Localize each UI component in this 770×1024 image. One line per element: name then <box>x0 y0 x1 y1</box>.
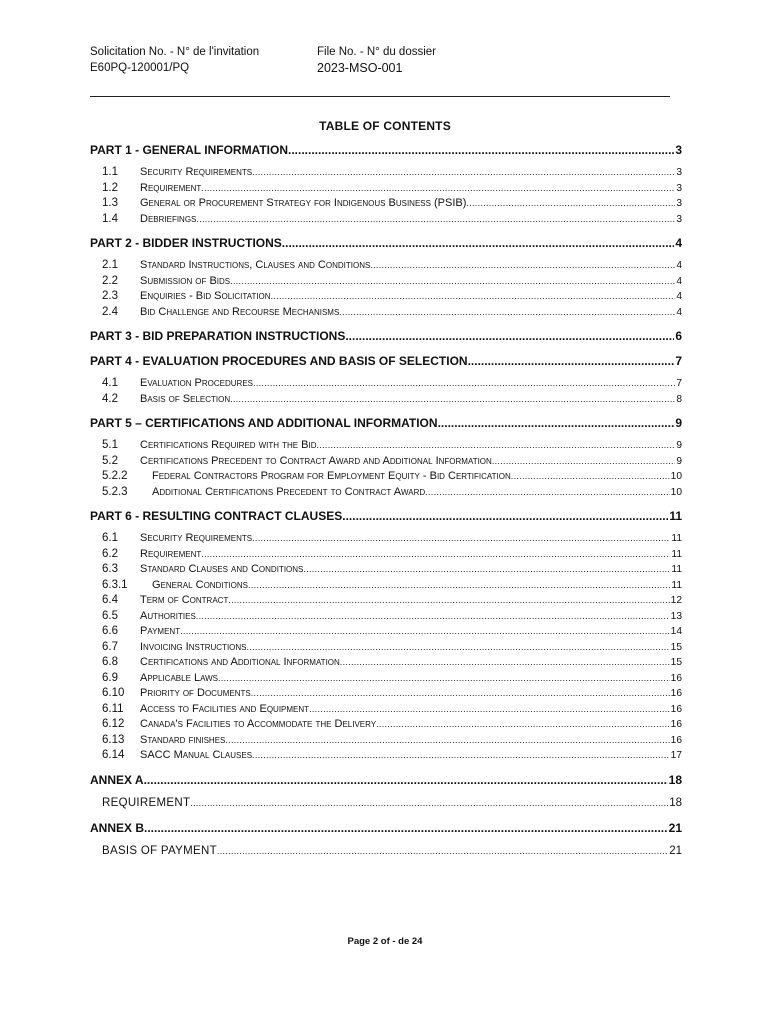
toc-entry-label: Canada's Facilities to Accommodate the Delivery <box>140 718 377 730</box>
toc-entry-page: 17 <box>670 750 682 761</box>
toc-entry-label: Requirement <box>140 181 202 194</box>
toc-section-entry[interactable] <box>90 593 682 609</box>
toc-leader-dots <box>342 508 668 525</box>
toc-section-entry[interactable] <box>90 748 682 764</box>
toc-leader-dots <box>339 305 675 321</box>
toc-entry-label: Term of Contract <box>140 594 229 606</box>
toc-entry-page: 18 <box>669 796 682 809</box>
toc-entry-number: 5.2 <box>102 454 118 467</box>
toc-entry-label: Certifications Required with the Bid <box>140 439 317 451</box>
toc-leader-dots <box>252 165 675 181</box>
toc-entry-label: ANNEX A <box>90 772 144 787</box>
toc-leader-dots <box>230 392 675 408</box>
toc-section-entry[interactable] <box>90 562 682 578</box>
toc-entry-label: Security Requirements <box>140 532 253 544</box>
toc-entry-page: 4 <box>676 260 682 271</box>
toc-section-entry[interactable] <box>90 454 682 470</box>
toc-entry-page: 11 <box>669 509 682 523</box>
toc-leader-dots <box>317 438 676 454</box>
toc-section-entry[interactable] <box>90 655 682 671</box>
toc-entry-label: Access to Facilities and Equipment <box>140 702 310 715</box>
toc-entry-page: 10 <box>670 486 682 498</box>
toc-entry-label: PART 6 - RESULTING CONTRACT CLAUSES <box>90 509 343 523</box>
toc-entry-number: 2.3 <box>102 290 118 302</box>
toc-leader-dots <box>247 640 670 656</box>
toc-entry-label: Additional Certifications Precedent to Contract Award <box>152 485 426 498</box>
toc-entry-label: PART 4 - EVALUATION PROCEDURES AND BASIS OF SELECTION <box>90 354 468 368</box>
toc-leader-dots <box>144 820 668 837</box>
page-header <box>90 44 670 78</box>
toc-entry-number: 6.6 <box>102 625 118 637</box>
toc-entry-page: 13 <box>670 610 682 622</box>
toc-entry-number: 6.12 <box>102 718 125 730</box>
toc-leader-dots <box>228 593 669 609</box>
toc-entry-label: Requirement <box>140 547 202 560</box>
toc-entry-page: 4 <box>676 291 682 302</box>
toc-entry-label: BASIS OF PAYMENT <box>102 844 217 857</box>
toc-entry-number: 6.7 <box>102 640 118 653</box>
toc-entry-page: 3 <box>676 198 682 209</box>
toc-entry-page: 4 <box>676 306 682 318</box>
toc-leader-dots <box>252 531 670 547</box>
toc-section-entry[interactable] <box>90 671 682 687</box>
toc-section-entry[interactable] <box>90 843 682 860</box>
toc-part-entry[interactable] <box>90 415 682 432</box>
toc-leader-dots <box>196 609 670 625</box>
toc-entry-label: Bid Challenge and Recourse Mechanisms <box>140 305 340 318</box>
toc-leader-dots <box>271 289 676 305</box>
toc-entry-page: 9 <box>675 416 682 430</box>
toc-entry-page: 11 <box>671 579 682 591</box>
toc-entry-label: Standard Instructions, Clauses and Conditions <box>140 259 371 271</box>
toc-entry-label: REQUIREMENT <box>102 796 191 809</box>
toc-leader-dots <box>201 181 675 197</box>
toc-part-entry[interactable] <box>90 772 682 789</box>
toc-section-entry[interactable] <box>90 212 682 228</box>
toc-entry-page: 11 <box>671 533 682 544</box>
toc-section-entry[interactable] <box>90 438 682 454</box>
toc-entry-number: 5.2.3 <box>102 485 128 498</box>
toc-entry-label: General Conditions <box>152 578 249 591</box>
toc-section-entry[interactable] <box>90 717 682 733</box>
toc-leader-dots <box>201 547 670 563</box>
toc-entry-page: 3 <box>675 143 682 157</box>
toc-entry-label: PART 5 – CERTIFICATIONS AND ADDITIONAL INFORMATION <box>90 416 438 430</box>
toc-entry-page: 12 <box>670 595 682 606</box>
toc-entry-page: 8 <box>676 393 682 405</box>
toc-entry-page: 3 <box>676 213 682 225</box>
toc-leader-dots <box>511 469 670 485</box>
toc-entry-number: 6.14 <box>102 749 125 761</box>
toc-part-entry[interactable] <box>90 508 682 525</box>
toc-section-entry[interactable] <box>90 274 682 290</box>
toc-leader-dots <box>468 353 675 370</box>
toc-entry-number: 6.10 <box>102 687 125 699</box>
toc-section-entry[interactable] <box>90 640 682 656</box>
toc-entry-page: 15 <box>670 641 682 653</box>
toc-entry-label: Standard Clauses and Conditions <box>140 563 304 575</box>
toc-entry-page: 6 <box>675 329 682 343</box>
toc-entry-number: 1.3 <box>102 197 118 209</box>
toc-entry-page: 9 <box>676 440 682 451</box>
toc-leader-dots <box>466 196 675 212</box>
toc-entry-page: 18 <box>668 772 682 787</box>
toc-entry-number: 6.3 <box>102 563 118 575</box>
toc-entry-page: 14 <box>670 626 682 637</box>
toc-entry-label: Authorities <box>140 609 196 622</box>
toc-entry-label: PART 3 - BID PREPARATION INSTRUCTIONS <box>90 329 346 343</box>
toc-section-entry[interactable] <box>90 485 682 501</box>
toc-entry-number: 6.13 <box>102 733 125 746</box>
toc-section-entry[interactable] <box>90 686 682 702</box>
solicitation-number: E60PQ-120001/PQ <box>90 62 190 74</box>
toc-section-entry[interactable] <box>90 289 682 305</box>
toc-entry-number: 2.2 <box>102 274 118 287</box>
toc-section-entry[interactable] <box>90 609 682 625</box>
toc-entry-label: Security Requirements <box>140 166 253 178</box>
toc-entry-number: 6.9 <box>102 671 118 684</box>
toc-leader-dots <box>370 258 675 274</box>
toc-entry-number: 6.5 <box>102 609 118 622</box>
toc-part-entry[interactable] <box>90 353 682 370</box>
table-of-contents <box>90 142 682 860</box>
toc-entry-label: SACC Manual Clauses <box>140 749 253 761</box>
toc-title: TABLE OF CONTENTS <box>319 119 451 133</box>
page-footer: Page 2 of - de 24 <box>347 936 423 947</box>
toc-entry-label: PART 2 - BIDDER INSTRUCTIONS <box>90 236 282 250</box>
header-rule <box>90 96 670 97</box>
toc-section-entry[interactable] <box>90 196 682 212</box>
file-label: File No. - N° du dossier <box>317 46 436 58</box>
toc-leader-dots <box>253 376 675 392</box>
toc-entry-page: 16 <box>670 688 682 699</box>
toc-leader-dots <box>248 578 670 594</box>
toc-section-entry[interactable] <box>90 624 682 640</box>
toc-entry-number: 6.1 <box>102 532 118 544</box>
toc-part-entry[interactable] <box>90 235 682 252</box>
toc-section-entry[interactable] <box>90 702 682 718</box>
toc-entry-label: ANNEX B <box>90 820 145 835</box>
toc-leader-dots <box>345 328 674 345</box>
toc-entry-label: Debriefings <box>140 212 197 225</box>
toc-leader-dots <box>196 212 675 228</box>
toc-leader-dots <box>303 562 670 578</box>
toc-leader-dots <box>425 485 669 501</box>
toc-section-entry[interactable] <box>90 258 682 274</box>
toc-section-entry[interactable] <box>90 181 682 197</box>
toc-section-entry[interactable] <box>90 531 682 547</box>
toc-part-entry[interactable] <box>90 142 682 159</box>
toc-entry-page: 3 <box>676 167 682 178</box>
toc-leader-dots <box>376 717 670 733</box>
solicitation-block <box>90 44 259 76</box>
toc-leader-dots <box>230 274 675 290</box>
toc-entry-page: 16 <box>670 672 682 684</box>
toc-entry-label: Federal Contractors Program for Employment Equity - Bid Certification <box>152 470 511 482</box>
toc-section-entry[interactable] <box>90 165 682 181</box>
toc-leader-dots <box>438 415 675 432</box>
toc-entry-number: 1.2 <box>102 181 118 194</box>
toc-entry-page: 9 <box>676 455 682 467</box>
toc-section-entry[interactable] <box>90 469 682 485</box>
toc-entry-label: General or Procurement Strategy for Indigenous Business (PSIB) <box>140 197 467 209</box>
toc-entry-page: 7 <box>676 378 682 389</box>
file-number: 2023-MSO-001 <box>317 61 403 75</box>
toc-entry-number: 6.11 <box>102 702 124 715</box>
toc-section-entry[interactable] <box>90 305 682 321</box>
toc-entry-page: 11 <box>671 564 682 575</box>
toc-entry-page: 4 <box>676 275 682 287</box>
toc-entry-number: 2.4 <box>102 305 118 318</box>
toc-entry-number: 4.2 <box>102 392 118 405</box>
toc-section-entry[interactable] <box>90 578 682 594</box>
toc-leader-dots <box>251 686 670 702</box>
toc-leader-dots <box>218 671 670 687</box>
toc-leader-dots <box>217 843 668 860</box>
toc-leader-dots <box>492 454 676 470</box>
toc-entry-page: 3 <box>676 182 682 194</box>
toc-leader-dots <box>309 702 670 718</box>
toc-entry-page: 15 <box>670 657 682 668</box>
toc-leader-dots <box>190 795 668 812</box>
toc-entry-label: Basis of Selection <box>140 392 231 405</box>
toc-entry-page: 21 <box>669 844 682 857</box>
toc-entry-page: 21 <box>668 820 682 835</box>
toc-leader-dots <box>225 733 669 749</box>
toc-entry-page: 10 <box>670 471 682 482</box>
toc-entry-number: 4.1 <box>102 377 118 389</box>
toc-section-entry[interactable] <box>90 547 682 563</box>
toc-leader-dots <box>180 624 670 640</box>
toc-entry-label: Invoicing Instructions <box>140 640 247 653</box>
toc-entry-label: Payment <box>140 625 181 637</box>
toc-part-entry[interactable] <box>90 820 682 837</box>
toc-entry-label: Evaluation Procedures <box>140 377 254 389</box>
toc-entry-number: 6.3.1 <box>102 578 128 591</box>
toc-entry-number: 6.4 <box>102 594 118 606</box>
toc-entry-page: 16 <box>670 703 682 715</box>
toc-entry-number: 1.4 <box>102 212 118 225</box>
toc-entry-page: 11 <box>671 548 682 560</box>
toc-section-entry[interactable] <box>90 733 682 749</box>
toc-entry-label: Submission of Bids <box>140 274 231 287</box>
toc-entry-page: 4 <box>675 236 682 250</box>
toc-entry-label: Priority of Documents <box>140 687 251 699</box>
toc-leader-dots <box>282 235 675 252</box>
toc-entry-label: Certifications Precedent to Contract Award and Additional Information <box>140 454 492 467</box>
toc-entry-number: 6.8 <box>102 656 118 668</box>
toc-entry-number: 6.2 <box>102 547 118 560</box>
toc-section-entry[interactable] <box>90 376 682 392</box>
toc-entry-label: PART 1 - GENERAL INFORMATION <box>90 143 288 157</box>
toc-part-entry[interactable] <box>90 328 682 345</box>
toc-leader-dots <box>288 142 674 159</box>
toc-section-entry[interactable] <box>90 392 682 408</box>
solicitation-label: Solicitation No. - N° de l'invitation <box>90 46 260 58</box>
toc-entry-page: 7 <box>675 354 682 368</box>
toc-entry-label: Enquiries - Bid Solicitation <box>140 290 271 302</box>
toc-entry-number: 5.2.2 <box>102 470 128 482</box>
toc-entry-label: Standard finishes <box>140 733 226 746</box>
file-block <box>317 44 436 76</box>
toc-entry-label: Applicable Laws <box>140 671 219 684</box>
toc-section-entry[interactable] <box>90 795 682 812</box>
toc-entry-page: 16 <box>670 719 682 730</box>
toc-leader-dots <box>252 748 670 764</box>
toc-leader-dots <box>340 655 670 671</box>
toc-entry-number: 2.1 <box>102 259 118 271</box>
toc-entry-number: 5.1 <box>102 439 118 451</box>
toc-entry-number: 1.1 <box>102 166 118 178</box>
toc-entry-label: Certifications and Additional Information <box>140 656 340 668</box>
toc-leader-dots <box>144 772 668 789</box>
toc-entry-page: 16 <box>670 734 682 746</box>
